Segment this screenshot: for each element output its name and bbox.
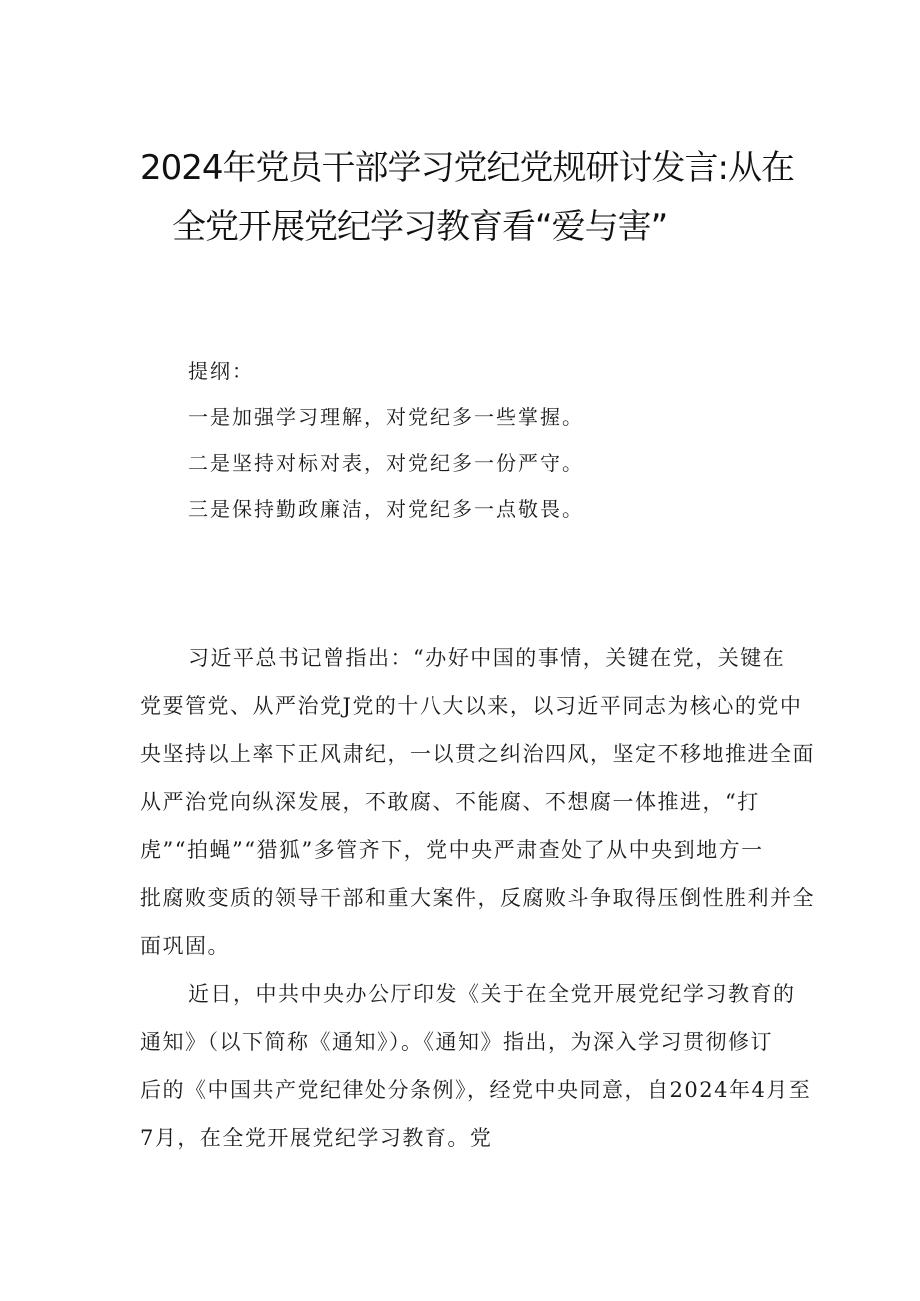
outline-section: [188, 348, 788, 532]
paragraph-2-line: 近日，中共中央办公厅印发《关于在全党开展党纪学习教育的: [188, 982, 796, 1006]
outline-item-1: 一是加强学习理解，对党纪多一些掌握。: [188, 405, 584, 429]
paragraph-1-line: 从严治党向纵深发展，不敢腐、不能腐、不想腐一体推进，“打: [140, 790, 760, 814]
paragraph-2-line: 7月，在全党开展党纪学习教育。党: [140, 1126, 493, 1150]
paragraph-2-line: 通知》（以下简称《通知》）。《通知》指出，为深入学习贯彻修订: [140, 1030, 773, 1054]
paragraph-1: [140, 634, 815, 970]
outline-item-3: 三是保持勤政廉洁，对党纪多一点敬畏。: [188, 497, 584, 521]
document-title-line-2: 全党开展党纪学习教育看“爱与害”: [172, 207, 668, 247]
paragraph-1-line: 党要管党、从严治党J党的十八大以来，以习近平同志为核心的党中: [140, 694, 803, 718]
document-title-line-1: 2024年党员干部学习党纪党规研讨发言:从在: [140, 148, 794, 188]
outline-item-2: 二是坚持对标对表，对党纪多一份严守。: [188, 451, 584, 475]
document-body: [140, 634, 815, 1162]
outline-label: 提纲：: [188, 359, 254, 383]
paragraph-1-line: 批腐败变质的领导干部和重大案件，反腐败斗争取得压倒性胜利并全: [140, 886, 815, 910]
paragraph-2: [140, 970, 812, 1162]
paragraph-1-line: 面巩固。: [140, 934, 230, 958]
paragraph-2-line: 后的《中国共产党纪律处分条例》，经党中央同意，自2024年4月至: [140, 1078, 812, 1102]
paragraph-1-line: 央坚持以上率下正风肃纪，一以贯之纠治四风，坚定不移地推进全面: [140, 742, 815, 766]
paragraph-1-line: 习近平总书记曾指出：“办好中国的事情，关键在党，关键在: [188, 646, 786, 670]
paragraph-1-line: 虎”“拍蝇”“猎狐”多管齐下，党中央严肃查处了从中央到地方一: [140, 838, 764, 862]
